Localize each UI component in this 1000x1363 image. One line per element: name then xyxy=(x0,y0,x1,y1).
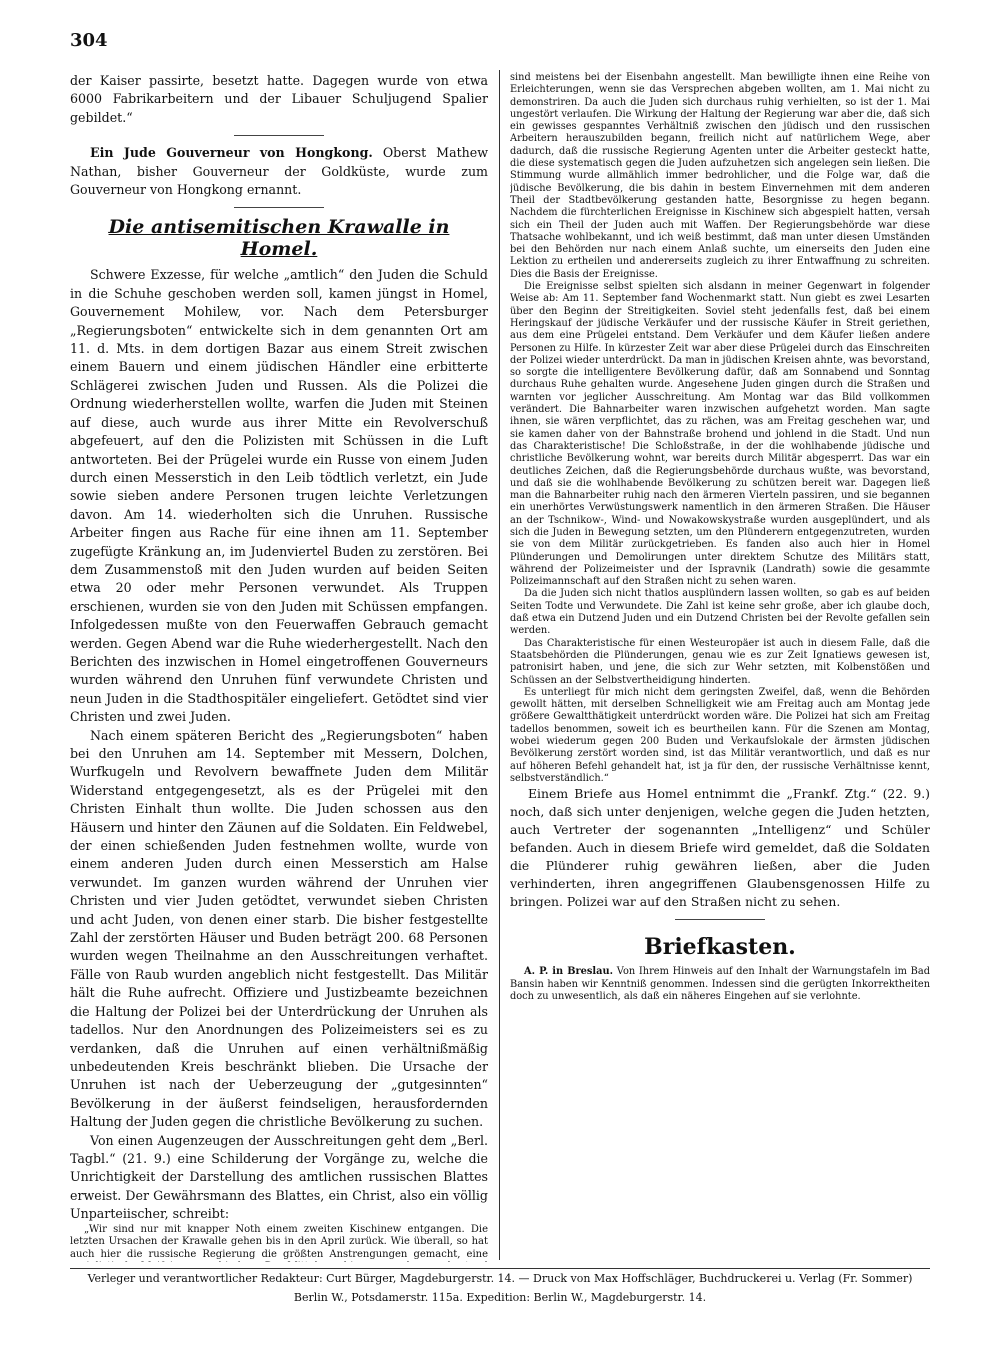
article-paragraph: Schwere Exzesse, für welche „amtlich“ den Juden die Schuld in die Schuhe geschoben werden soll, kamen jüngst in Homel, Gouvernement Mohilew, vor. Nach dem Petersburger „Regierungsboten“ entwickelte sich in dem genannten Ort am 11. d. Mts. in dem dortigen Bazar aus einem Streit zwischen einem Bauern und einem jüdischen Händler eine erbitterte Schlägerei zwischen Juden und Russen. Als die Polizei die Ordnung wiederherstellen wollte, warfen die Juden mit Steinen auf diese, auch wurde aus ihrer Mitte ein Revolverschuß abgefeuert, auf den die Polizisten mit Schüssen in die Luft antworteten. Bei der Prügelei wurde ein Russe von einem Juden durch einen Messerstich in den Leib tödtlich verletzt, ein Jude sowie sieben andere Personen trugen leichte Verletzungen davon. Am 14. wiederholten sich die Unruhen. Russische Arbeiter fingen aus Rache für eine ihnen am 11. September zugefügte Kränkung an, im Judenviertel Buden zu zerstören. Bei dem Zusammenstoß mit den Juden wurden auf beiden Seiten etwa 20 oder mehr Personen verwundet. Als Truppen erschienen, wurden sie von den Juden mit Schüssen empfangen. Infolgedessen mußte von den Feuerwaffen Gebrauch gemacht werden. Gegen Abend war die Ruhe wiederhergestellt. Nach den Berichten des inzwischen in Homel eingetroffenen Gouverneurs wurden während den Unruhen fünf verwundete Christen und neun Juden in die Stadthospitäler eingeliefert. Getödtet sind vier Christen und zwei Juden. xyxy=(70,267,488,725)
article-title: Die antisemitischen Krawalle in Homel. xyxy=(108,216,450,261)
paragraph-continuation: der Kaiser passirte, besetzt hatte. Dagegen wurde von etwa 6000 Fabrikarbeitern und der Libauer Schuljugend Spalier gebildet.“ xyxy=(70,73,488,125)
quote-continuation xyxy=(510,72,930,785)
column-rule xyxy=(499,70,500,1260)
quote-paragraph: „Wir sind nur mit knapper Noth einem zweiten Kischinew entgangen. Die letzten Ursachen der Krawalle gehen bis in den April zurück. Wie überall, so hat auch hier die russische Regierung die größten Anstrengungen gemacht, eine xyxy=(70,1223,488,1260)
imprint-footer xyxy=(70,1268,930,1307)
right-column xyxy=(510,72,930,1262)
quote-paragraph: Die Ereignisse selbst spielten sich alsdann in meiner Gegenwart in folgender Weise ab: Am 11. September fand Wochenmarkt statt. Nun giebt es zwei Lesarten über den Beginn der Streitigkeiten. Soviel steht jedenfalls fest, daß bei einem Heringskauf der jüdische Verkäufer und der russische Käufer in Streit geriethen, aus dem eine Prügelei entstand. Dem Verkäufer und dem Käufer ließen andere Personen zu Hilfe. In kürzester Zeit war aber diese Prügelei durch das Einschreiten der Polizei wieder unterdrückt. Da man in jüdischen Kreisen ahnte, was bevorstand, so sorgte die intelligentere Bevölkerung dafür, daß am Sonnabend und Sonntag durchaus Ruhe gehalten wurde. Angesehene Juden gingen durch die Straßen und warnten vor jeglicher Ausschreitung. Am Montag war das Bild vollkommen verändert. Die Bahnarbeiter waren inzwischen aufgehetzt worden. Man sagte ihnen, sie wären verpflichtet, das zu rächen, was am Freitag geschehen war, und sie kamen daher von der Bahnstraße brohend und johlend in die Stadt. Und nun das Charakteristische! Die Schloßstraße, in der die wohlhabende jüdische und christliche Bevölkerung wohnt, war bereits durch Militär abgesperrt. Das war ein deutliches Zeichen, daß die Regierungsbehörde durchaus wußte, was bevorstand, und daß sie die wohlhabende Bevölkerung zu schützen bereit war. Dagegen ließ man die Bahnarbeiter ruhig nach den ärmeren Vierteln passiren, und sie begannen ein unerhörtes Verwüstungswerk namentlich in den ärmeren Straßen. Die Häuser an der Tschnikow-, Wind- und Nowakowskystraße wurden ausgeplündert, und als sich die Juden in Bewegung setzten, um den Plünderern entgegenzutreten, wurden sie von dem Militär zurückgetrieben. Es fanden also auch hier in Homel Plünderungen und Demolirungen unter direktem Schutze des Militärs statt, während der Polizeimeister und der Ispravnik (Landrath) sowie die gesammte Polizeimannschaft auf den Straßen nicht zu sehen waren. xyxy=(510,281,930,588)
quote-paragraph: Das Charakteristische für einen Westeuropäer ist auch in diesem Falle, daß die Staatsbehörden die Plünderungen, genau wie es zur Zeit Ignatiews gewesen ist, patronisirt haben, und jene, die sich zur Wehr setzten, mit Kolbenstößen und Schüssen an der Selbstvertheidigung hinderten. xyxy=(510,637,930,686)
letters-section xyxy=(510,966,930,1003)
letter-text: Von Ihrem Hinweis auf den Inhalt der Warnungstafeln im Bad Bansin haben wir Kenntniß genommen. Indessen sind die gerügten Inkorrektheiten doch zu unwesentlich, als daß ein näheres Eingehen auf sie verlohnte. xyxy=(510,966,930,1002)
article-paragraph: Einem Briefe aus Homel entnimmt die „Frankf. Ztg.“ (22. 9.) noch, daß sich unter denjenigen, welche gegen die Juden hetzten, auch Vertreter der sogenannten „Intelligenz“ und Schüler befanden. Auch in diesem Briefe wird gemeldet, daß die Soldaten die Plünderer ruhig gewähren ließen, aber die Juden verhinderten, ihren angegriffenen Glaubensgenossen Hilfe zu bringen. Polizei war auf den Straßen nicht zu sehen. xyxy=(510,786,930,910)
divider xyxy=(234,135,324,136)
imprint-line: Berlin W., Potsdamerstr. 115a. Expedition: Berlin W., Magdeburgerstr. 14. xyxy=(293,1291,707,1304)
news-text: Oberst Mathew Nathan, bisher Gouverneur der Goldküste, wurde zum Gouverneur von Hongkong ernannt. xyxy=(70,145,488,198)
quote-paragraph: Es unterliegt für mich nicht dem geringsten Zweifel, daß, wenn die Behörden gewollt hätten, mit derselben Schnelligkeit wie am Freitag auch am Montag jede größere Gewaltthätigkeit unterdrückt worden wäre. Die Polizei hat sich am Freitag tadellos benommen, soweit ich es beurtheilen kann. Für die Szenen am Montag, wobei wiederum gegen 200 Buden und Verkaufslokale der ärmsten jüdischen Bevölkerung zerstört worden sind, ist das Militär verantwortlich, und daß es nur auf höheren Befehl gehandelt hat, ist ja für den, der russische Verhältnisse kennt, selbstverständlich.“ xyxy=(510,686,930,784)
imprint-line: Verleger und verantwortlicher Redakteur: Curt Bürger, Magdeburgerstr. 14. — Druck von Max Hoffschläger, Buchdruckerei u. Verlag (Fr. Sommer) xyxy=(87,1272,913,1285)
quote-paragraph: sind meistens bei der Eisenbahn angestellt. Man bewilligte ihnen eine Reihe von Erleichterungen, wenn sie das Versprechen abgeben wollten, am 1. Mai nicht zu demonstriren. Da auch die Juden sich durchaus ruhig verhielten, so ist der 1. Mai ungestört verlaufen. Die Wirkung der Haltung der Regierung war aber die, daß sich ein gewisses gespanntes Verhältniß zwischen den jüdisch und den russischen Arbeitern herauszubilden begann, freilich nicht auf natürlichem Wege, aber dadurch, daß die russische Regierung Agenten unter die Arbeiter gesteckt hatte, die diese systematisch gegen die Juden aufzuhetzen sich angelegen sein ließen. Die Stimmung wurde allmählich immer bedrohlicher, und die Folge war, daß die jüdische Bevölkerung, die bis dahin in bestem Einvernehmen mit dem anderen Theil der Stadtbevölkerung gestanden hatte, Besorgnisse zu hegen begann. Nachdem die fürchterlichen Ereignisse in Kischinew sich abgespielt hatten, versah sich ein Theil der Juden auch mit Waffen. Der Regierungsbehörde war diese Thatsache wohlbekannt, und ich weiß bestimmt, daß man unter diesen Umständen bei den Behörden nur nach einem Anlaß suchte, um einerseits den Juden eine Lektion zu ertheilen und andererseits zugleich zu ihrer Entwaffnung zu schreiten. Dies die Basis der Ereignisse. xyxy=(510,72,930,280)
article-paragraph: Von einen Augenzeugen der Ausschreitungen geht dem „Berl. Tagbl.“ (21. 9.) eine Schilderung der Vorgänge zu, welche die Unrichtigkeit der Darstellung des amtlichen russischen Blattes erweist. Der Gewährsmann des Blattes, ein Christ, also ein völlig Unparteiischer, schreibt: xyxy=(70,1132,488,1222)
news-heading: Ein Jude Gouverneur von Hongkong. xyxy=(90,145,373,161)
article-continuation xyxy=(510,785,930,911)
quote-block xyxy=(70,1224,488,1262)
divider xyxy=(234,207,324,208)
quote-paragraph: Da die Juden sich nicht thatlos ausplündern lassen wollten, so gab es auf beiden Seiten Todte und Verwundete. Die Zahl ist keine sehr große, aber ich glaube doch, daß etwa ein Dutzend Juden und ein Dutzend Christen bei der Revolte gefallen sein werden. xyxy=(510,588,930,637)
news-item-hongkong xyxy=(70,144,488,199)
left-column xyxy=(70,72,488,1262)
letter-recipient: A. P. in Breslau. xyxy=(524,966,613,978)
page-number: 304 xyxy=(70,30,108,51)
article-paragraph: Nach einem späteren Bericht des „Regierungsboten“ haben bei den Unruhen am 14. September mit Messern, Dolchen, Wurfkugeln und Revolvern bewaffnete Juden dem Militär Widerstand entgegengesetzt, als es der Prügelei mit den Christen Einhalt thun wollte. Die Juden schossen aus den Häusern und hinter den Zäunen auf die Soldaten. Ein Feldwebel, der einen schießenden Juden festnehmen wollte, wurde von einem anderen Juden durch einen Messerstich am Halse verwundet. Im ganzen wurden während der Unruhen vier Christen und vier Juden getödtet, verwundet sieben Christen und acht Juden, von denen einer starb. Die bisher festgestellte Zahl der zerstörten Häuser und Buden beträgt 200. 68 Personen wurden wegen Theilnahme an den Ausschreitungen verhaftet. Fälle von Raub wurden angeblich nicht festgestellt. Das Militär hält die Ruhe aufrecht. Offiziere und Justizbeamte bezeichnen die Haltung der Polizei bei der Unterdrückung der Unruhen als tadellos. Nur den Anordnungen des Polizeimeisters sei es zu verdanken, daß die Unruhen auf einen verhältnißmäßig unbedeutenden Kreis beschränkt blieben. Die Ursache der Unruhen ist nach der Ueberzeugung der „gutgesinnten“ Bevölkerung in der äußerst feindseligen, herausfordernden Haltung der Juden gegen die christliche Bevölkerung zu suchen. xyxy=(70,727,488,1130)
letter-reply xyxy=(510,966,930,1003)
section-title-briefkasten: Briefkasten. xyxy=(644,934,796,961)
divider xyxy=(675,919,765,920)
